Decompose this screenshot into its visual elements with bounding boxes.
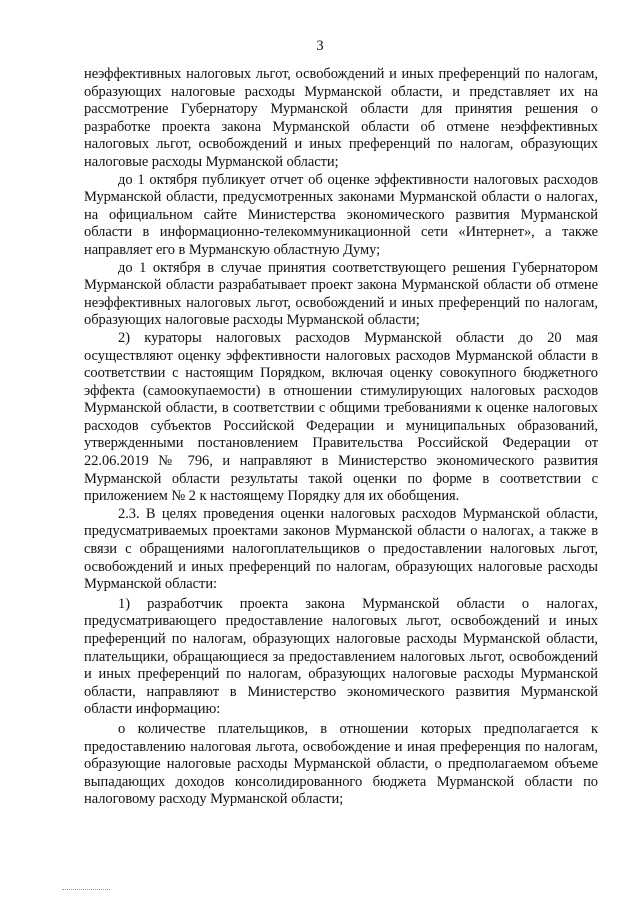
paragraph-continuation: неэффективных налоговых льгот, освобождений и иных преференций по налогам, образующих налоговые расходы Мурманской области, и представляет их на рассмотрение Губернатору Мурманской области для принятия решения о разработке проекта закона Мурманской области об отмене неэффективных налоговых льгот, освобождений и иных преференций по налогам, образующих налоговые расходы Мурманской области;	[84, 66, 598, 170]
paragraph-section-2-3: 2.3. В целях проведения оценки налоговых расходов Мурманской области, предусматриваемых проектами законов Мурманской области о налогах, а также в связи с обращениями налогоплательщиков о предоставлении налоговых льгот, освобождений и иных преференций по налогам, образующих налоговые расходы Мурманской области:	[84, 505, 598, 593]
document-body	[84, 66, 598, 809]
paragraph-developer: 1) разработчик проекта закона Мурманской области о налогах, предусматривающего предоставление налоговых льгот, освобождений и иных преференций по налогам, образующих налоговые расходы Мурманской области, плательщики, обращающиеся за предоставлением налоговых льгот, освобождений и иных преференций по налогам, образующих налоговые расходы Мурманской области, направляют в Министерство экономического развития Мурманской области информацию:	[84, 595, 598, 718]
paragraph-report-publication: до 1 октября публикует отчет об оценке эффективности налоговых расходов Мурманской области, предусмотренных законами Мурманской области о налогах, на официальном сайте Министерства экономического развития Мурманской области в информационно-телекоммуникационной сети «Интернет», а также направляет его в Мурманскую областную Думу;	[84, 171, 598, 258]
paragraph-curators: 2) кураторы налоговых расходов Мурманской области до 20 мая осуществляют оценку эффективности налоговых расходов Мурманской области в соответствии с настоящим Порядком, включая оценку совокупного бюджетного эффекта (самоокупаемости) в отношении стимулирующих налоговых расходов Мурманской области, в соответствии с общими требованиями к оценке налоговых расходов субъектов Российской Федерации и муниципальных образований, утвержденными постановлением Правительства Российской Федерации от 22.06.2019 № 796, и направляют в Министерство экономического развития Мурманской области результаты такой оценки по форме в соответствии с приложением № 2 к настоящему Порядку для их обобщения.	[84, 329, 598, 505]
page-number: 3	[316, 38, 324, 54]
paragraph-taxpayer-count: о количестве плательщиков, в отношении которых предполагается к предоставлению налоговая льгота, освобождение и иная преференция по налогам, образующие налоговые расходы Мурманской области, о предполагаемом объеме выпадающих доходов консолидированного бюджета Мурманской области по налоговому расходу Мурманской области;	[84, 720, 598, 808]
paragraph-draft-law: до 1 октября в случае принятия соответствующего решения Губернатором Мурманской области разрабатывает проект закона Мурманской области об отмене неэффективных налоговых льгот, освобождений и иных преференций по налогам, образующих налоговые расходы Мурманской области;	[84, 259, 598, 329]
footer-scan-mark	[62, 889, 110, 891]
